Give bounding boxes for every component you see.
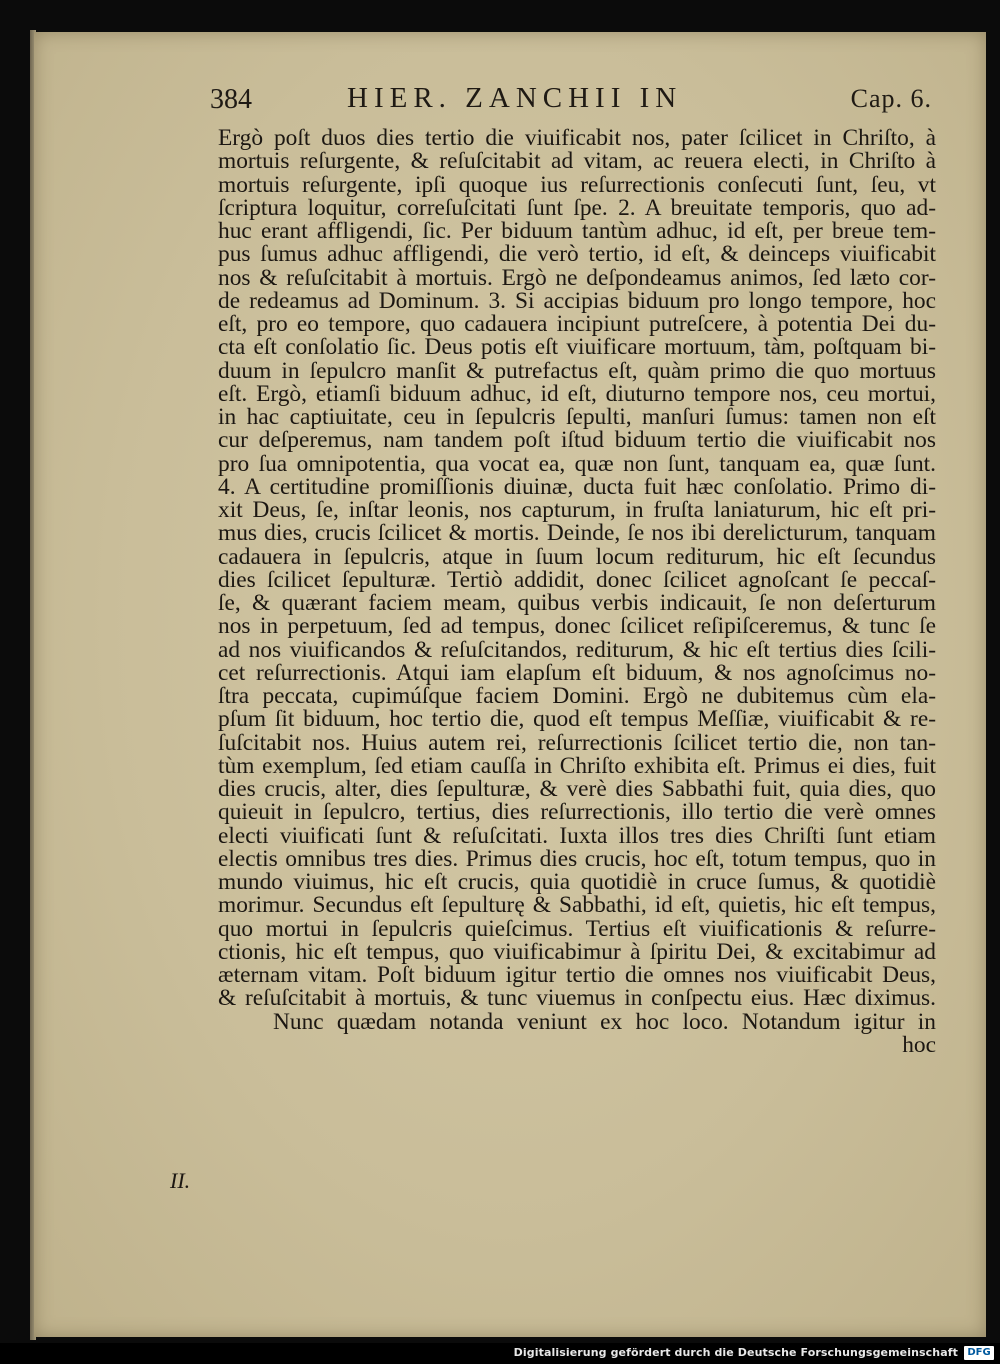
text-line: dies crucis, alter, dies ſepulturæ, & verè dies Sabbathi fuit, quia dies, quo: [218, 778, 936, 802]
page-header: [210, 82, 940, 122]
text-line: nos in perpetuum, ſed ad tempus, donec ſcilicet reſipiſceremus, & tunc ſe: [218, 615, 936, 639]
text-line: pro ſua omnipotentia, qua vocat ea, quæ non ſunt, tanquam ea, quæ ſunt.: [218, 452, 936, 476]
text-line: & reſuſcitabit à mortuis, & tunc viuemus in conſpectu eius. Hæc diximus.: [218, 987, 936, 1011]
text-line: xit Deus, ſe, inſtar leonis, nos capturum, in fruſta laniaturum, hic eſt pri-: [218, 499, 936, 523]
text-line: ad nos viuificandos & reſuſcitandos, rediturum, & hic eſt tertius dies ſcili-: [218, 638, 936, 662]
text-line: ſtra peccata, cupimúſque faciem Domini. Ergò ne dubitemus cùm ela-: [218, 685, 936, 709]
text-line: ctionis, hic eſt tempus, quo viuificabimur à ſpiritu Dei, & excitabimur ad: [218, 940, 936, 964]
text-line: electi viuificati ſunt & reſuſcitati. Iuxta illos tres dies Chriſti ſunt etiam: [218, 824, 936, 848]
text-line: ſcriptura loquitur, correſuſcitati ſunt ſpe. 2. A breuitate temporis, quo ad-: [218, 196, 936, 220]
text-line: mortuis reſurgente, & reſuſcitabit ad vitam, ac reuera electi, in Chriſto à: [218, 150, 936, 174]
text-line: ſe, & quærant faciem meam, quibus verbis indicauit, ſe non deſerturum: [218, 592, 936, 616]
text-line: mus dies, crucis ſcilicet & mortis. Deinde, ſe nos ibi derelicturum, tanquam: [218, 522, 936, 546]
text-line: 4. A certitudine promiſſionis diuinæ, ducta fuit hæc conſolatio. Primo di-: [218, 475, 936, 499]
text-line: cadauera in ſepulcris, atque in ſuum locum rediturum, hic eſt ſecundus: [218, 545, 936, 569]
text-line: pus ſumus adhuc affligendi, die verò tertio, id eſt, & deinceps viuificabit: [218, 243, 936, 267]
text-line: quieuit in ſepulcro, tertius, dies reſurrectionis, illo tertio die verè omnes: [218, 801, 936, 825]
text-line: de redeamus ad Dominum. 3. Si accipias biduum pro longo tempore, hoc: [218, 289, 936, 313]
text-line: in hac captiuitate, ceu in ſepulcris ſepulti, manſuri ſumus: tamen non eſt: [218, 406, 936, 430]
text-line: nos & reſuſcitabit à mortuis. Ergò ne deſpondeamus animos, ſed læto cor-: [218, 266, 936, 290]
page-number: 384: [210, 84, 252, 115]
text-line: morimur. Secundus eſt ſepulturę & Sabbathi, id eſt, quietis, hic eſt tempus,: [218, 894, 936, 918]
text-line: æternam vitam. Poſt biduum igitur tertio die omnes nos viuificabit Deus,: [218, 964, 936, 988]
text-line: eſt, pro eo tempore, quo cadauera incipiunt putreſcere, à potentia Dei du-: [218, 313, 936, 337]
chapter-reference: Cap. 6.: [850, 84, 932, 113]
text-line: duum in ſepulcro manſit & putrefactus eſt, quàm primo die quo mortuus: [218, 359, 936, 383]
text-line: dies ſcilicet ſepulturæ. Tertiò addidit, donec ſcilicet agnoſcant ſe peccaſ-: [218, 568, 936, 592]
text-line: ſuſcitabit nos. Huius autem rei, reſurrectionis ſcilicet tertio die, non tan-: [218, 731, 936, 755]
text-line: mortuis reſurgente, ipſi quoque ius reſurrectionis conſecuti ſunt, ſeu, vt: [218, 173, 936, 197]
body-text: [218, 127, 936, 1057]
text-line: quo mortui in ſepulcris quieſcimus. Tertius eſt viuificationis & reſurre-: [218, 917, 936, 941]
running-head: HIER. ZANCHII IN: [347, 82, 683, 114]
text-line: huc erant affligendi, ſic. Per biduum tantùm adhuc, id eſt, per breue tem-: [218, 220, 936, 244]
text-line: electis omnibus tres dies. Primus dies crucis, hoc eſt, totum tempus, quo in: [218, 847, 936, 871]
text-line: tùm exemplum, ſed etiam cauſſa in Chriſto exhibita eſt. Primus ei dies, fuit: [218, 754, 936, 778]
margin-note: II.: [170, 1168, 191, 1193]
text-line: Ergò poſt duos dies tertio die viuificabit nos, pater ſcilicet in Chriſto, à: [218, 127, 936, 151]
catchword: hoc: [902, 1033, 936, 1057]
text-line: cur deſperemus, nam tandem poſt iſtud biduum tertio die viuificabit nos: [218, 429, 936, 453]
dfg-logo: DFG: [964, 1346, 994, 1360]
text-line: mundo viuimus, hic eſt crucis, quia quotidiè in cruce ſumus, & quotidiè: [218, 871, 936, 895]
funding-credit: Digitalisierung gefördert durch die Deutsche Forschungsgemeinschaft: [513, 1346, 958, 1359]
footer-bar: [0, 1343, 1000, 1364]
text-line: eſt. Ergò, etiamſi biduum adhuc, id eſt, diuturno tempore nos, ceu mortui,: [218, 382, 936, 406]
text-line: cta eſt conſolatio ſic. Deus potis eſt viuificare mortuum, tàm, poſtquam bi-: [218, 336, 936, 360]
text-line: pſum ſit biduum, hoc tertio die, quod eſt tempus Meſſiæ, viuificabit & re-: [218, 708, 936, 732]
paragraph-start-line: Nunc quædam notanda veniunt ex hoc loco. Notandum igitur in: [273, 1010, 936, 1034]
text-line: cet reſurrectionis. Atqui iam elapſum eſt biduum, & nos agnoſcimus no-: [218, 661, 936, 685]
